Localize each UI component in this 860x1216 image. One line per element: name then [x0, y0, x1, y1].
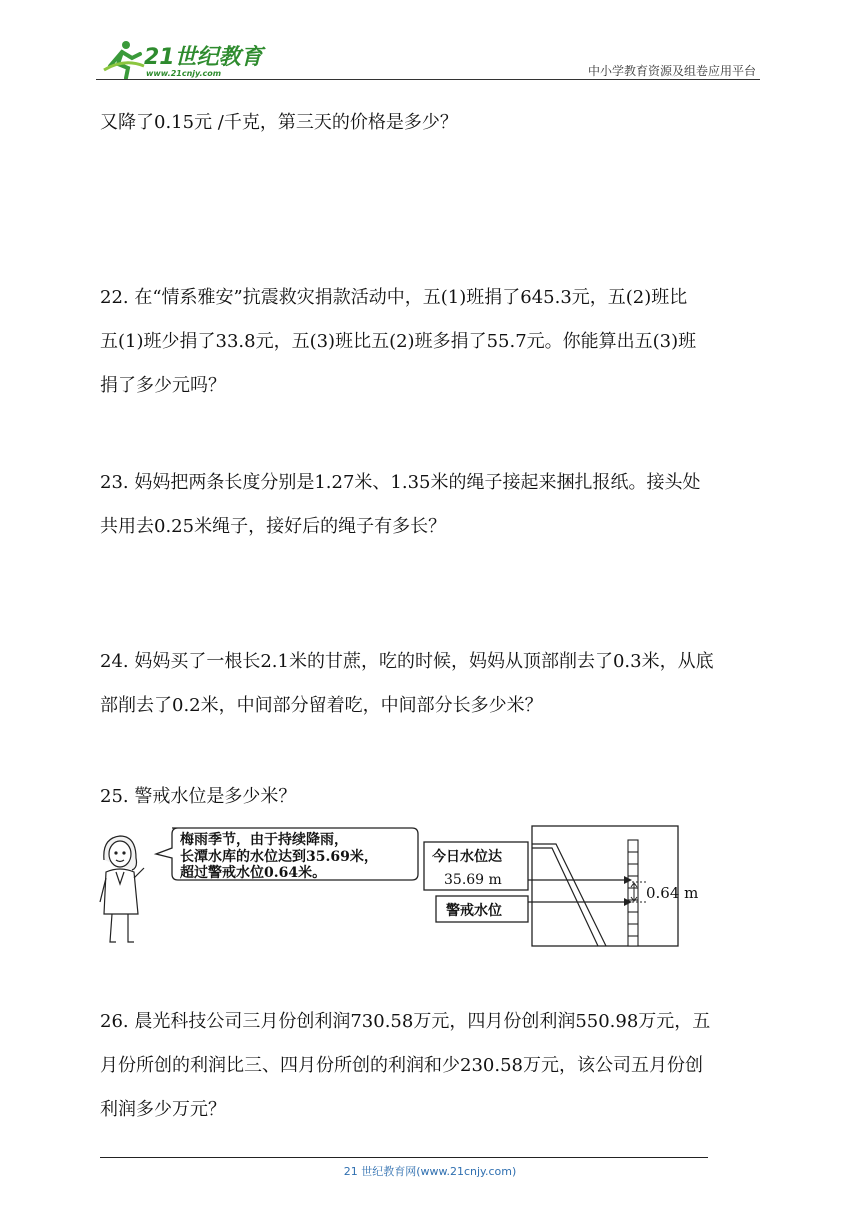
text-line: 利润多少万元？: [100, 1099, 226, 1120]
speech-line: 超过警戒水位0.64米。: [180, 865, 327, 881]
speech-bubble: [156, 828, 418, 881]
platform-name: 中小学教育资源及组卷应用平台: [587, 64, 756, 78]
text-line: 五(1)班少捐了33.8元，五(3)班比五(2)班多捐了55.7元。你能算出五(3)班: [100, 331, 697, 352]
question-21-continued: [100, 101, 764, 145]
text-line: 22. 在“情系雅安”抗震救灾捐款活动中，五(1)班捐了645.3元，五(2)班比: [100, 287, 688, 308]
text-line: 共用去0.25米绳子，接好后的绳子有多长？: [100, 516, 447, 537]
warning-level-label: 警戒水位: [446, 903, 502, 919]
question-23: [100, 461, 764, 549]
today-level-value: 35.69 m: [444, 872, 502, 888]
logo-url: www.21cnjy.com: [146, 69, 222, 78]
text-line: 23. 妈妈把两条长度分别是1.27米、1.35米的绳子接起来捆扎报纸。接头处: [100, 472, 701, 493]
runner-icon: [104, 41, 144, 78]
gauge-pole: [628, 840, 638, 946]
difference-label: 0.64 m: [646, 884, 699, 902]
header-divider: [96, 79, 760, 80]
footer-divider: [100, 1157, 708, 1158]
speech-line: 长潭水库的水位达到35.69米，: [180, 849, 378, 865]
question-24: [100, 640, 764, 728]
today-level-label: 今日水位达: [432, 849, 502, 865]
text-line: 24. 妈妈买了一根长2.1米的甘蔗，吃的时候，妈妈从顶部削去了0.3米，从底: [100, 651, 714, 672]
text-line: 又降了0.15元 /千克，第三天的价格是多少？: [100, 112, 458, 133]
question-22: [100, 276, 764, 408]
footer-text: 21 世纪教育网(www.21cnjy.com): [343, 1165, 517, 1178]
text-line: 26. 晨光科技公司三月份创利润730.58万元，四月份创利润550.98万元，五: [100, 1011, 711, 1032]
speech-line: 梅雨季节，由于持续降雨，: [180, 832, 348, 848]
question-25: [100, 775, 764, 819]
text-line: 25. 警戒水位是多少米？: [100, 786, 297, 807]
teacher-illustration: [100, 836, 144, 942]
logo-text: 21世纪教育: [144, 45, 263, 70]
water-level-figure: [94, 822, 714, 952]
text-line: 月份所创的利润比三、四月份所创的利润和少230.58万元，该公司五月份创: [100, 1055, 703, 1076]
site-logo: [96, 36, 266, 84]
text-line: 捐了多少元吗？: [100, 375, 226, 396]
question-26: [100, 1000, 764, 1132]
text-line: 部削去了0.2米，中间部分留着吃，中间部分长多少米？: [100, 695, 543, 716]
